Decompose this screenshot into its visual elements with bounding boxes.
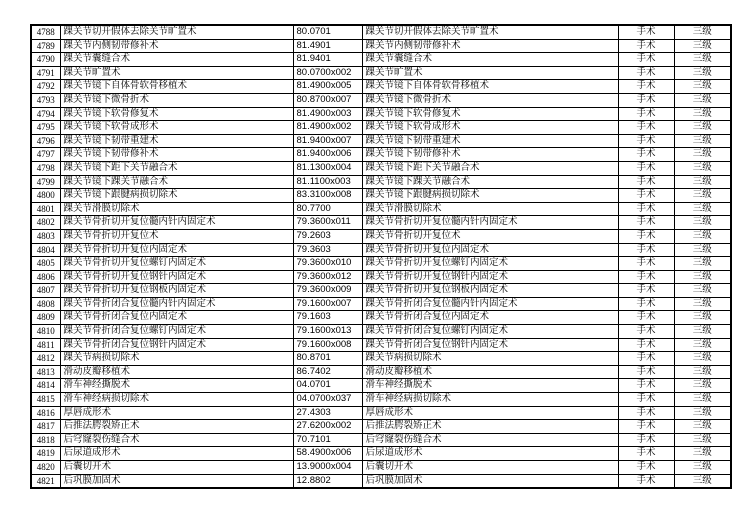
row-number: 4811	[31, 338, 60, 352]
table-row	[31, 447, 731, 461]
category-cell: 手术	[618, 121, 674, 135]
row-number: 4801	[31, 202, 60, 216]
procedure-code: 79.1603	[293, 311, 362, 325]
procedure-name-repeat: 踝关节骨折切开复位内固定术	[362, 243, 618, 257]
row-number: 4809	[31, 311, 60, 325]
procedure-name: 踝关节骨折切开复位钢板内固定术	[60, 284, 293, 298]
row-number: 4800	[31, 189, 60, 203]
procedure-code: 81.4900x003	[293, 107, 362, 121]
level-cell: 三级	[674, 107, 731, 121]
row-number: 4794	[31, 107, 60, 121]
category-cell: 手术	[618, 461, 674, 475]
procedure-table-body	[31, 25, 731, 488]
procedure-code: 81.9401	[293, 53, 362, 67]
procedure-code: 04.0701	[293, 379, 362, 393]
table-row	[31, 243, 731, 257]
row-number: 4791	[31, 66, 60, 80]
procedure-code: 79.1600x007	[293, 297, 362, 311]
procedure-name-repeat: 踝关节骨折闭合复位螺钉内固定术	[362, 325, 618, 339]
table-row	[31, 474, 731, 488]
level-cell: 三级	[674, 175, 731, 189]
procedure-name-repeat: 踝关节骨折切开复位髓内针内固定术	[362, 216, 618, 230]
procedure-code: 04.0700x037	[293, 393, 362, 407]
procedure-name-repeat: 踝关节镜下韧带修补术	[362, 148, 618, 162]
procedure-name-repeat: 踝关节骨折切开复位螺钉内固定术	[362, 257, 618, 271]
row-number: 4816	[31, 406, 60, 420]
level-cell: 三级	[674, 433, 731, 447]
procedure-code: 81.9400x006	[293, 148, 362, 162]
row-number: 4788	[31, 25, 60, 39]
procedure-name-repeat: 后穹窿裂伤缝合术	[362, 433, 618, 447]
level-cell: 三级	[674, 229, 731, 243]
procedure-code: 80.8701	[293, 352, 362, 366]
row-number: 4790	[31, 53, 60, 67]
procedure-name-repeat: 踝关节旷置术	[362, 66, 618, 80]
row-number: 4813	[31, 365, 60, 379]
procedure-name-repeat: 踝关节滑膜切除术	[362, 202, 618, 216]
level-cell: 三级	[674, 25, 731, 39]
category-cell: 手术	[618, 447, 674, 461]
procedure-code: 79.1600x008	[293, 338, 362, 352]
table-row	[31, 39, 731, 53]
table-row	[31, 93, 731, 107]
table-row	[31, 297, 731, 311]
category-cell: 手术	[618, 379, 674, 393]
level-cell: 三级	[674, 257, 731, 271]
procedure-name: 后尿道成形术	[60, 447, 293, 461]
procedure-name: 踝关节内侧韧带修补术	[60, 39, 293, 53]
table-row	[31, 107, 731, 121]
table-row	[31, 365, 731, 379]
category-cell: 手术	[618, 25, 674, 39]
table-row	[31, 53, 731, 67]
level-cell: 三级	[674, 297, 731, 311]
procedure-name-repeat: 踝关节骨折闭合复位髓内针内固定术	[362, 297, 618, 311]
level-cell: 三级	[674, 134, 731, 148]
procedure-name: 踝关节镜下微骨折术	[60, 93, 293, 107]
procedure-name: 踝关节病损切除术	[60, 352, 293, 366]
procedure-code: 80.0700x002	[293, 66, 362, 80]
procedure-name: 踝关节镜下踝关节融合术	[60, 175, 293, 189]
category-cell: 手术	[618, 311, 674, 325]
procedure-code: 79.1600x013	[293, 325, 362, 339]
table-row	[31, 134, 731, 148]
table-row	[31, 311, 731, 325]
procedure-name: 踝关节镜下距下关节融合术	[60, 161, 293, 175]
row-number: 4806	[31, 270, 60, 284]
procedure-code: 81.1100x003	[293, 175, 362, 189]
category-cell: 手术	[618, 175, 674, 189]
level-cell: 三级	[674, 352, 731, 366]
category-cell: 手术	[618, 148, 674, 162]
row-number: 4795	[31, 121, 60, 135]
category-cell: 手术	[618, 202, 674, 216]
category-cell: 手术	[618, 284, 674, 298]
category-cell: 手术	[618, 189, 674, 203]
procedure-code: 81.4900x005	[293, 80, 362, 94]
category-cell: 手术	[618, 352, 674, 366]
procedure-table	[30, 24, 732, 489]
procedure-name-repeat: 踝关节囊缝合术	[362, 53, 618, 67]
level-cell: 三级	[674, 365, 731, 379]
table-row	[31, 379, 731, 393]
level-cell: 三级	[674, 311, 731, 325]
table-row	[31, 161, 731, 175]
category-cell: 手术	[618, 297, 674, 311]
procedure-name: 踝关节旷置术	[60, 66, 293, 80]
category-cell: 手术	[618, 474, 674, 488]
row-number: 4804	[31, 243, 60, 257]
row-number: 4799	[31, 175, 60, 189]
table-row	[31, 406, 731, 420]
table-row	[31, 66, 731, 80]
table-row	[31, 25, 731, 39]
level-cell: 三级	[674, 243, 731, 257]
category-cell: 手术	[618, 107, 674, 121]
procedure-name: 踝关节骨折闭合复位螺钉内固定术	[60, 325, 293, 339]
procedure-name: 踝关节镜下跟腱病损切除术	[60, 189, 293, 203]
procedure-name-repeat: 踝关节骨折闭合复位内固定术	[362, 311, 618, 325]
procedure-name: 踝关节镜下软骨成形术	[60, 121, 293, 135]
procedure-code: 81.4900x002	[293, 121, 362, 135]
category-cell: 手术	[618, 393, 674, 407]
table-row	[31, 257, 731, 271]
table-row	[31, 216, 731, 230]
level-cell: 三级	[674, 202, 731, 216]
procedure-code: 83.3100x008	[293, 189, 362, 203]
procedure-name: 踝关节骨折闭合复位内固定术	[60, 311, 293, 325]
category-cell: 手术	[618, 433, 674, 447]
procedure-code: 81.4901	[293, 39, 362, 53]
level-cell: 三级	[674, 406, 731, 420]
row-number: 4820	[31, 461, 60, 475]
row-number: 4797	[31, 148, 60, 162]
level-cell: 三级	[674, 216, 731, 230]
procedure-name-repeat: 后囊切开术	[362, 461, 618, 475]
category-cell: 手术	[618, 325, 674, 339]
category-cell: 手术	[618, 93, 674, 107]
procedure-name: 后推法腭裂矫正术	[60, 420, 293, 434]
table-row	[31, 121, 731, 135]
procedure-name: 滑车神经病损切除术	[60, 393, 293, 407]
procedure-code: 79.3600x009	[293, 284, 362, 298]
category-cell: 手术	[618, 39, 674, 53]
level-cell: 三级	[674, 189, 731, 203]
table-row	[31, 325, 731, 339]
procedure-name: 踝关节滑膜切除术	[60, 202, 293, 216]
procedure-code: 70.7101	[293, 433, 362, 447]
table-row	[31, 175, 731, 189]
level-cell: 三级	[674, 148, 731, 162]
procedure-name: 滑动皮瓣移植术	[60, 365, 293, 379]
category-cell: 手术	[618, 406, 674, 420]
procedure-name-repeat: 踝关节病损切除术	[362, 352, 618, 366]
level-cell: 三级	[674, 93, 731, 107]
category-cell: 手术	[618, 161, 674, 175]
table-row	[31, 80, 731, 94]
row-number: 4819	[31, 447, 60, 461]
procedure-name-repeat: 踝关节镜下踝关节融合术	[362, 175, 618, 189]
procedure-code: 79.2603	[293, 229, 362, 243]
procedure-code: 12.8802	[293, 474, 362, 488]
procedure-name-repeat: 踝关节骨折切开复位钢针内固定术	[362, 270, 618, 284]
procedure-code: 79.3600x011	[293, 216, 362, 230]
procedure-name-repeat: 踝关节骨折闭合复位钢针内固定术	[362, 338, 618, 352]
row-number: 4802	[31, 216, 60, 230]
row-number: 4805	[31, 257, 60, 271]
procedure-name-repeat: 滑车神经病损切除术	[362, 393, 618, 407]
procedure-name-repeat: 踝关节镜下自体骨软骨移植术	[362, 80, 618, 94]
procedure-name-repeat: 厚唇成形术	[362, 406, 618, 420]
level-cell: 三级	[674, 461, 731, 475]
level-cell: 三级	[674, 270, 731, 284]
procedure-code: 86.7402	[293, 365, 362, 379]
row-number: 4818	[31, 433, 60, 447]
level-cell: 三级	[674, 66, 731, 80]
level-cell: 三级	[674, 474, 731, 488]
procedure-name: 踝关节骨折切开复位内固定术	[60, 243, 293, 257]
procedure-name-repeat: 踝关节骨折切开复位钢板内固定术	[362, 284, 618, 298]
procedure-name-repeat: 踝关节切开假体去除关节旷置术	[362, 25, 618, 39]
category-cell: 手术	[618, 66, 674, 80]
procedure-name: 厚唇成形术	[60, 406, 293, 420]
category-cell: 手术	[618, 338, 674, 352]
procedure-name: 后巩膜加固术	[60, 474, 293, 488]
procedure-name: 踝关节骨折闭合复位钢针内固定术	[60, 338, 293, 352]
procedure-name: 踝关节囊缝合术	[60, 53, 293, 67]
procedure-code: 58.4900x006	[293, 447, 362, 461]
row-number: 4808	[31, 297, 60, 311]
procedure-name-repeat: 踝关节镜下距下关节融合术	[362, 161, 618, 175]
table-row	[31, 229, 731, 243]
procedure-name: 踝关节镜下自体骨软骨移植术	[60, 80, 293, 94]
category-cell: 手术	[618, 53, 674, 67]
procedure-name-repeat: 后推法腭裂矫正术	[362, 420, 618, 434]
procedure-name-repeat: 踝关节镜下微骨折术	[362, 93, 618, 107]
table-row	[31, 189, 731, 203]
table-row	[31, 148, 731, 162]
table-row	[31, 270, 731, 284]
procedure-name-repeat: 后尿道成形术	[362, 447, 618, 461]
level-cell: 三级	[674, 80, 731, 94]
procedure-code: 79.3600x010	[293, 257, 362, 271]
row-number: 4803	[31, 229, 60, 243]
procedure-name: 踝关节切开假体去除关节旷置术	[60, 25, 293, 39]
row-number: 4817	[31, 420, 60, 434]
category-cell: 手术	[618, 80, 674, 94]
row-number: 4793	[31, 93, 60, 107]
level-cell: 三级	[674, 338, 731, 352]
row-number: 4792	[31, 80, 60, 94]
row-number: 4789	[31, 39, 60, 53]
category-cell: 手术	[618, 270, 674, 284]
row-number: 4807	[31, 284, 60, 298]
level-cell: 三级	[674, 53, 731, 67]
procedure-name-repeat: 踝关节镜下软骨成形术	[362, 121, 618, 135]
table-row	[31, 393, 731, 407]
level-cell: 三级	[674, 447, 731, 461]
procedure-name-repeat: 踝关节镜下韧带重建术	[362, 134, 618, 148]
procedure-name-repeat: 踝关节骨折切开复位术	[362, 229, 618, 243]
level-cell: 三级	[674, 284, 731, 298]
row-number: 4812	[31, 352, 60, 366]
procedure-name: 踝关节骨折切开复位钢针内固定术	[60, 270, 293, 284]
level-cell: 三级	[674, 420, 731, 434]
procedure-name: 踝关节骨折切开复位术	[60, 229, 293, 243]
category-cell: 手术	[618, 216, 674, 230]
procedure-name: 踝关节骨折闭合复位髓内针内固定术	[60, 297, 293, 311]
procedure-name: 滑车神经撕脱术	[60, 379, 293, 393]
procedure-name: 后穹窿裂伤缝合术	[60, 433, 293, 447]
procedure-name-repeat: 踝关节内侧韧带修补术	[362, 39, 618, 53]
category-cell: 手术	[618, 420, 674, 434]
row-number: 4821	[31, 474, 60, 488]
procedure-code: 80.8700x007	[293, 93, 362, 107]
table-row	[31, 433, 731, 447]
row-number: 4815	[31, 393, 60, 407]
level-cell: 三级	[674, 121, 731, 135]
table-row	[31, 420, 731, 434]
procedure-name-repeat: 后巩膜加固术	[362, 474, 618, 488]
procedure-code: 81.1300x004	[293, 161, 362, 175]
category-cell: 手术	[618, 257, 674, 271]
level-cell: 三级	[674, 39, 731, 53]
procedure-code: 80.0701	[293, 25, 362, 39]
level-cell: 三级	[674, 161, 731, 175]
procedure-name: 后囊切开术	[60, 461, 293, 475]
procedure-name-repeat: 踝关节镜下软骨修复术	[362, 107, 618, 121]
category-cell: 手术	[618, 229, 674, 243]
row-number: 4810	[31, 325, 60, 339]
row-number: 4814	[31, 379, 60, 393]
table-row	[31, 352, 731, 366]
procedure-name-repeat: 滑动皮瓣移植术	[362, 365, 618, 379]
procedure-code: 13.9000x004	[293, 461, 362, 475]
procedure-code: 80.7700	[293, 202, 362, 216]
category-cell: 手术	[618, 243, 674, 257]
category-cell: 手术	[618, 365, 674, 379]
procedure-code: 79.3603	[293, 243, 362, 257]
level-cell: 三级	[674, 393, 731, 407]
level-cell: 三级	[674, 325, 731, 339]
procedure-code: 81.9400x007	[293, 134, 362, 148]
procedure-code: 27.6200x002	[293, 420, 362, 434]
row-number: 4798	[31, 161, 60, 175]
procedure-name: 踝关节镜下韧带修补术	[60, 148, 293, 162]
procedure-name-repeat: 滑车神经撕脱术	[362, 379, 618, 393]
table-row	[31, 461, 731, 475]
category-cell: 手术	[618, 134, 674, 148]
level-cell: 三级	[674, 379, 731, 393]
procedure-code: 27.4303	[293, 406, 362, 420]
procedure-code: 79.3600x012	[293, 270, 362, 284]
procedure-name: 踝关节镜下软骨修复术	[60, 107, 293, 121]
procedure-name-repeat: 踝关节镜下跟腱病损切除术	[362, 189, 618, 203]
procedure-name: 踝关节镜下韧带重建术	[60, 134, 293, 148]
procedure-name: 踝关节骨折切开复位螺钉内固定术	[60, 257, 293, 271]
procedure-name: 踝关节骨折切开复位髓内针内固定术	[60, 216, 293, 230]
table-row	[31, 202, 731, 216]
table-row	[31, 338, 731, 352]
row-number: 4796	[31, 134, 60, 148]
table-row	[31, 284, 731, 298]
